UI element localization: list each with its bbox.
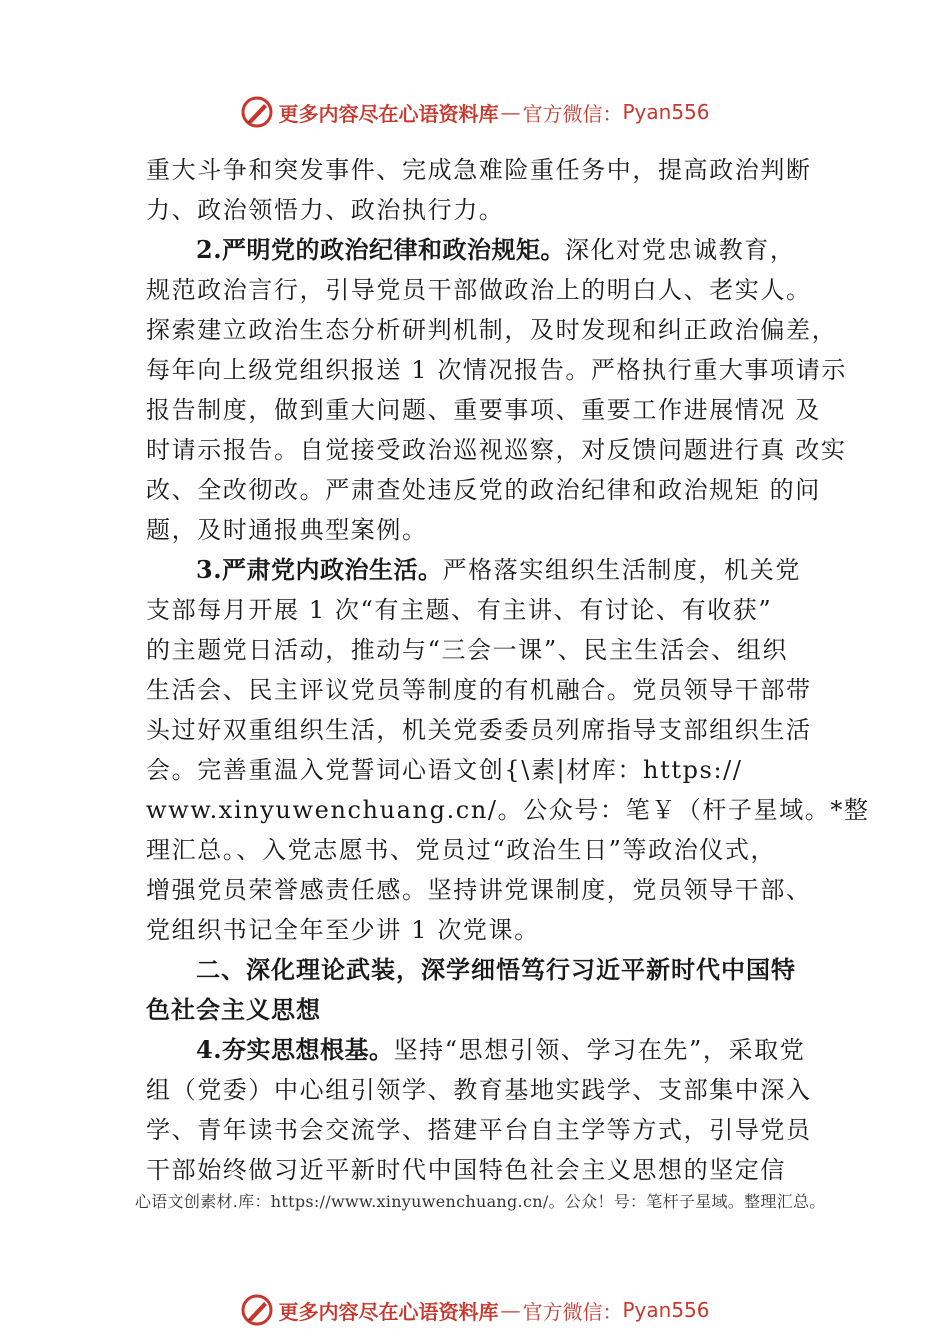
text-line: 支部每月开展 1 次“有主题、有主讲、有讨论、有收获” [146,596,773,624]
text-line: 报告制度，做到重大问题、重要事项、重要工作进展情况 及 [146,396,821,424]
section-4-text: 坚持“思想引领、学习在先”，采取党 [393,1036,806,1064]
bottom-banner [0,1290,950,1330]
section-4-line [146,1030,836,1070]
text-line: 力、政治领悟力、政治执行力。 [146,196,505,224]
pen-circle-logo-icon [240,95,274,129]
text-line: 干部始终做习近平新时代中国特色社会主义思想的坚定信 [146,1156,786,1184]
section-3-text: 严格落实组织生活制度，机关党 [442,556,801,584]
text-line: 的主题党日活动，推动与“三会一课”、民主生活会、组织 [146,636,789,664]
text-line: 题，及时通报典型案例。 [146,516,428,544]
text-line: 增强党员荣誉感责任感。坚持讲党课制度，党员领导干部、 [146,876,812,904]
text-line: 重大斗争和突发事件、完成急难险重任务中，提高政治判断 [146,156,812,184]
text-line: 改、全改彻改。严肃查处违反党的政治纪律和政治规矩 的问 [146,476,821,504]
banner-title: 更多内容尽在心语资料库 [278,1299,499,1324]
banner-wechat-label: 官方微信： [522,1299,623,1324]
section-2-line [146,230,836,270]
text-line: 时请示报告。自觉接受政治巡视巡察，对反馈问题进行真 改实 [146,436,847,464]
banner-wechat-id: Pyan556 [622,100,710,124]
text-line: 党组织书记全年至少讲 1 次党课。 [146,916,540,944]
text-line: 理汇总。、入党志愿书、党员过“政治生日”等政治仪式， [146,836,777,864]
footer-note: 心语文创素材.库：https://www.xinyuwenchuang.cn/。公众！号：笔杆子星域。整理汇总。 [135,1192,826,1211]
banner-wechat-id: Pyan556 [622,1298,710,1322]
text-line: 头过好双重组织生活，机关党委委员列席指导支部组织生活 [146,716,812,744]
banner-title: 更多内容尽在心语资料库 [278,101,499,126]
text-line: 探索建立政治生态分析研判机制，及时发现和纠正政治偏差， [146,316,838,344]
part-2-heading-cont: 色社会主义思想 [146,996,321,1024]
text-line: www.xinyuwenchuang.cn/。公众号：笔￥（杆子星域。*整 [146,796,870,824]
section-3-line [146,550,836,590]
text-line: 规范政治言行，引导党员干部做政治上的明白人、老实人。 [146,276,812,304]
banner-dash: — [500,1298,521,1322]
section-2-text: 深化对党忠诚教育， [565,236,796,264]
text-line: 生活会、民主评议党员等制度的有机融合。党员领导干部带 [146,676,812,704]
text-line: 组（党委）中心组引领学、教育基地实践学、支部集中深入 [146,1076,812,1104]
section-4-title: 4.夯实思想根基。 [196,1035,394,1064]
section-2-title: 2.严明党的政治纪律和政治规矩。 [196,235,566,264]
banner-wechat-label: 官方微信： [522,101,623,126]
part-2-heading: 二、深化理论武装，深学细悟笃行习近平新时代中国特 [196,956,796,984]
section-3-title: 3.严肃党内政治生活。 [196,555,443,584]
text-line: 学、青年读书会交流学、搭建平台自主学等方式，引导党员 [146,1116,812,1144]
text-line: 每年向上级党组织报送 1 次情况报告。严格执行重大事项请示 [146,356,847,384]
top-banner [0,92,950,132]
document-body [146,150,870,1190]
banner-dash: — [500,100,521,124]
text-line: 会。完善重温入党誓词心语文创{\素|材库：https:// [146,756,743,784]
pen-circle-logo-icon [240,1293,274,1327]
